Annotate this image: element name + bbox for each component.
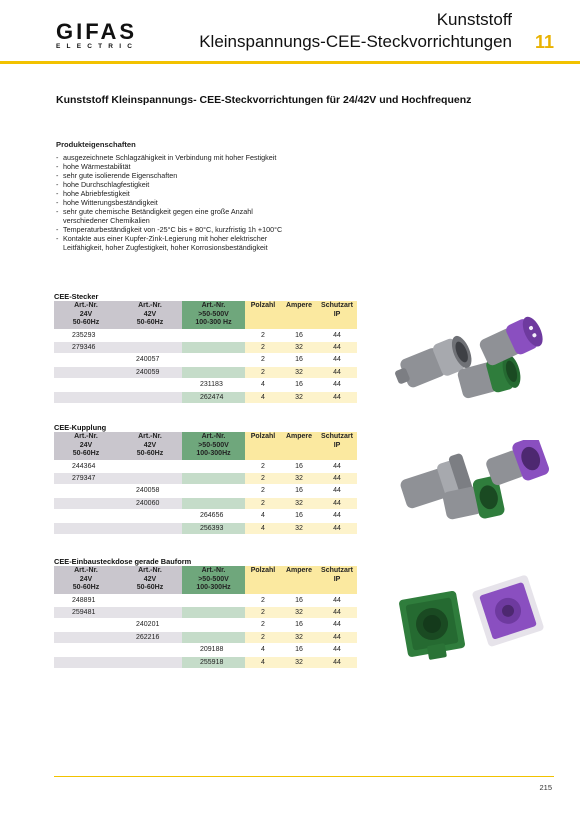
column-header: Ampere (281, 301, 317, 329)
header-divider (0, 61, 580, 64)
table-cell (118, 379, 182, 391)
table-cell (118, 329, 182, 341)
column-header: Ampere (281, 566, 317, 594)
table-cell: 44 (317, 644, 357, 656)
property-text: Temperaturbeständigkeit von -25°C bis + 80°C, kurzfristig 1h +100°C (63, 225, 283, 234)
table-cell: 262474 (182, 391, 245, 403)
property-text-cont: Leitfähigkeit, hoher Zugfestigkeit, hoher Korrosionsbeständigkeit (63, 243, 268, 252)
cee-coupler-illustration (396, 440, 556, 528)
table-cell: 262216 (118, 631, 182, 643)
property-item (56, 180, 376, 189)
table-cell: 32 (281, 341, 317, 353)
table-cell: 256393 (182, 522, 245, 534)
table-cell: 32 (281, 656, 317, 668)
table-cell: 2 (245, 354, 281, 366)
property-item (56, 198, 376, 207)
table-cell: 32 (281, 497, 317, 509)
table-cell: 2 (245, 366, 281, 378)
table-cell: 44 (317, 460, 357, 472)
property-item (56, 162, 376, 171)
table-cell: 4 (245, 656, 281, 668)
table-cee-stecker (54, 301, 357, 403)
table-cell (54, 631, 118, 643)
page-header (0, 0, 580, 64)
table-cell: 240059 (118, 366, 182, 378)
footer-divider (54, 776, 554, 777)
table-cell: 44 (317, 497, 357, 509)
table-cell: 44 (317, 391, 357, 403)
table-row (54, 472, 357, 484)
table-cell: 32 (281, 366, 317, 378)
table-cell: 2 (245, 460, 281, 472)
column-header: Ampere (281, 432, 317, 460)
table-cell: 2 (245, 594, 281, 606)
table-cell (182, 460, 245, 472)
table-cell (182, 619, 245, 631)
table-row (54, 522, 357, 534)
table-row (54, 656, 357, 668)
table-cell: 32 (281, 606, 317, 618)
table-cell: 4 (245, 644, 281, 656)
table-cell: 240201 (118, 619, 182, 631)
table-header-row (54, 432, 357, 460)
table-cell (54, 391, 118, 403)
header-title-line1: Kunststoff (436, 10, 512, 29)
table-cell (182, 485, 245, 497)
table-cell: 16 (281, 485, 317, 497)
table-cell: 16 (281, 354, 317, 366)
table-cell: 44 (317, 341, 357, 353)
table-cell: 2 (245, 341, 281, 353)
property-item (56, 234, 376, 252)
header-title-line2: Kleinspannungs-CEE-Steckvorrichtungen (199, 32, 512, 51)
table-cell (54, 497, 118, 509)
property-text-cont: verschiedener Chemikalien (63, 216, 150, 225)
property-text: hohe Durchschlagfestigkeit (63, 180, 150, 189)
table-cell: 2 (245, 472, 281, 484)
table-cell: 44 (317, 354, 357, 366)
table-cell: 44 (317, 522, 357, 534)
property-text: sehr gute chemische Betändigkeit gegen eine große Anzahl (63, 207, 253, 216)
table-cell: 259481 (54, 606, 118, 618)
section-title-stecker: CEE-Stecker (54, 292, 99, 301)
table-cell (118, 510, 182, 522)
table-cell: 44 (317, 329, 357, 341)
table-cell (182, 594, 245, 606)
chapter-number: 11 (534, 32, 554, 52)
table-cell (118, 472, 182, 484)
table-row (54, 631, 357, 643)
table-cell (54, 619, 118, 631)
product-properties (56, 140, 376, 252)
table-cell: 2 (245, 619, 281, 631)
table-cell (182, 606, 245, 618)
table-cell (54, 379, 118, 391)
table-cell (182, 472, 245, 484)
table-cell: 209188 (182, 644, 245, 656)
property-item (56, 171, 376, 180)
column-header: Polzahl (245, 432, 281, 460)
property-text: sehr gute isolierende Eigenschaften (63, 171, 178, 180)
table-cell: 32 (281, 472, 317, 484)
table-cell: 44 (317, 485, 357, 497)
table-cell: 16 (281, 379, 317, 391)
table-cell: 44 (317, 631, 357, 643)
table-cell (182, 354, 245, 366)
table-cell: 4 (245, 522, 281, 534)
table-cell: 2 (245, 631, 281, 643)
column-header: Art.-Nr. >50-500V 100-300Hz (182, 566, 245, 594)
table-row (54, 497, 357, 509)
table-cell (54, 522, 118, 534)
gifas-logo (56, 19, 156, 50)
table-row (54, 460, 357, 472)
cee-plug-illustration (395, 316, 555, 408)
section-title-kupplung: CEE-Kupplung (54, 423, 107, 432)
table-row (54, 594, 357, 606)
column-header: Art.-Nr. 24V 50-60Hz (54, 566, 118, 594)
column-header: Art.-Nr. >50-500V 100-300 Hz (182, 301, 245, 329)
table-cee-kupplung (54, 432, 357, 534)
table-cell: 279346 (54, 341, 118, 353)
property-text: hohe Witterungsbeständigkeit (63, 198, 158, 207)
table-row (54, 606, 357, 618)
table-row (54, 510, 357, 522)
table-cell (118, 522, 182, 534)
table-cell: 240057 (118, 354, 182, 366)
section-title-einbausteckdose: CEE-Einbausteckdose gerade Bauform (54, 557, 192, 566)
table-cell (182, 366, 245, 378)
table-cell: 32 (281, 631, 317, 643)
table-cell (118, 606, 182, 618)
property-item (56, 225, 376, 234)
table-cell (118, 460, 182, 472)
table-cell (54, 485, 118, 497)
table-cell: 240058 (118, 485, 182, 497)
column-header: Art.-Nr. >50-500V 100-300Hz (182, 432, 245, 460)
table-cell: 231183 (182, 379, 245, 391)
table-cell: 4 (245, 379, 281, 391)
table-cell: 44 (317, 606, 357, 618)
table-cell: 4 (245, 391, 281, 403)
table-cell: 16 (281, 460, 317, 472)
table-cee-einbausteckdose (54, 566, 357, 668)
table-header-row (54, 301, 357, 329)
column-header: Art.-Nr. 42V 50-60Hz (118, 301, 182, 329)
table-row (54, 341, 357, 353)
column-header: Art.-Nr. 24V 50-60Hz (54, 432, 118, 460)
column-header: Schutzart IP (317, 566, 357, 594)
table-cell: 2 (245, 329, 281, 341)
table-cell (54, 510, 118, 522)
table-cell: 32 (281, 522, 317, 534)
table-cell: 2 (245, 485, 281, 497)
table-cell (118, 341, 182, 353)
table-cell (54, 656, 118, 668)
table-cell: 16 (281, 594, 317, 606)
table-row (54, 485, 357, 497)
property-item (56, 189, 376, 198)
table-cell: 16 (281, 329, 317, 341)
table-cell (54, 354, 118, 366)
table-cell: 235293 (54, 329, 118, 341)
column-header: Polzahl (245, 566, 281, 594)
property-text: hohe Abriebfestigkeit (63, 189, 130, 198)
table-cell (182, 631, 245, 643)
table-cell: 279347 (54, 472, 118, 484)
table-cell (182, 329, 245, 341)
page-subtitle: Kunststoff Kleinspannungs- CEE-Steckvorrichtungen für 24/42V und Hochfrequenz (56, 94, 472, 106)
table-row (54, 644, 357, 656)
table-cell (182, 497, 245, 509)
property-text: Kontakte aus einer Kupfer-Zink-Legierung mit hoher elektrischer (63, 234, 268, 243)
property-item (56, 153, 376, 162)
table-cell (118, 594, 182, 606)
table-cell: 255918 (182, 656, 245, 668)
column-header: Schutzart IP (317, 301, 357, 329)
table-cell (54, 644, 118, 656)
table-cell: 44 (317, 472, 357, 484)
property-item (56, 207, 376, 225)
table-cell: 44 (317, 619, 357, 631)
table-cell (118, 644, 182, 656)
table-cell (118, 391, 182, 403)
table-cell (54, 366, 118, 378)
column-header: Art.-Nr. 42V 50-60Hz (118, 566, 182, 594)
table-cell: 32 (281, 391, 317, 403)
table-cell (118, 656, 182, 668)
table-cell: 16 (281, 619, 317, 631)
table-cell: 16 (281, 510, 317, 522)
table-cell: 44 (317, 510, 357, 522)
column-header: Art.-Nr. 42V 50-60Hz (118, 432, 182, 460)
table-cell: 44 (317, 379, 357, 391)
table-row (54, 366, 357, 378)
logo-sub: ELECTRIC (56, 43, 139, 50)
cee-socket-illustration (398, 574, 558, 674)
table-row (54, 379, 357, 391)
property-text: ausgezeichnete Schlagzähigkeit in Verbindung mit hoher Festigkeit (63, 153, 277, 162)
table-cell: 240060 (118, 497, 182, 509)
table-cell: 4 (245, 510, 281, 522)
property-text: hohe Wärmestabilität (63, 162, 131, 171)
table-cell: 2 (245, 497, 281, 509)
table-cell: 16 (281, 644, 317, 656)
properties-title: Produkteigenschaften (56, 140, 136, 149)
table-cell: 244364 (54, 460, 118, 472)
logo-main: GIFAS (56, 19, 138, 44)
page-number: 215 (539, 783, 552, 792)
table-row (54, 354, 357, 366)
table-row (54, 619, 357, 631)
properties-list (56, 153, 376, 252)
table-cell: 44 (317, 366, 357, 378)
table-header-row (54, 566, 357, 594)
table-cell (182, 341, 245, 353)
table-cell: 44 (317, 594, 357, 606)
table-cell: 248891 (54, 594, 118, 606)
column-header: Art.-Nr. 24V 50-60Hz (54, 301, 118, 329)
column-header: Polzahl (245, 301, 281, 329)
table-cell: 264656 (182, 510, 245, 522)
table-cell: 44 (317, 656, 357, 668)
table-row (54, 329, 357, 341)
table-cell: 2 (245, 606, 281, 618)
column-header: Schutzart IP (317, 432, 357, 460)
table-row (54, 391, 357, 403)
